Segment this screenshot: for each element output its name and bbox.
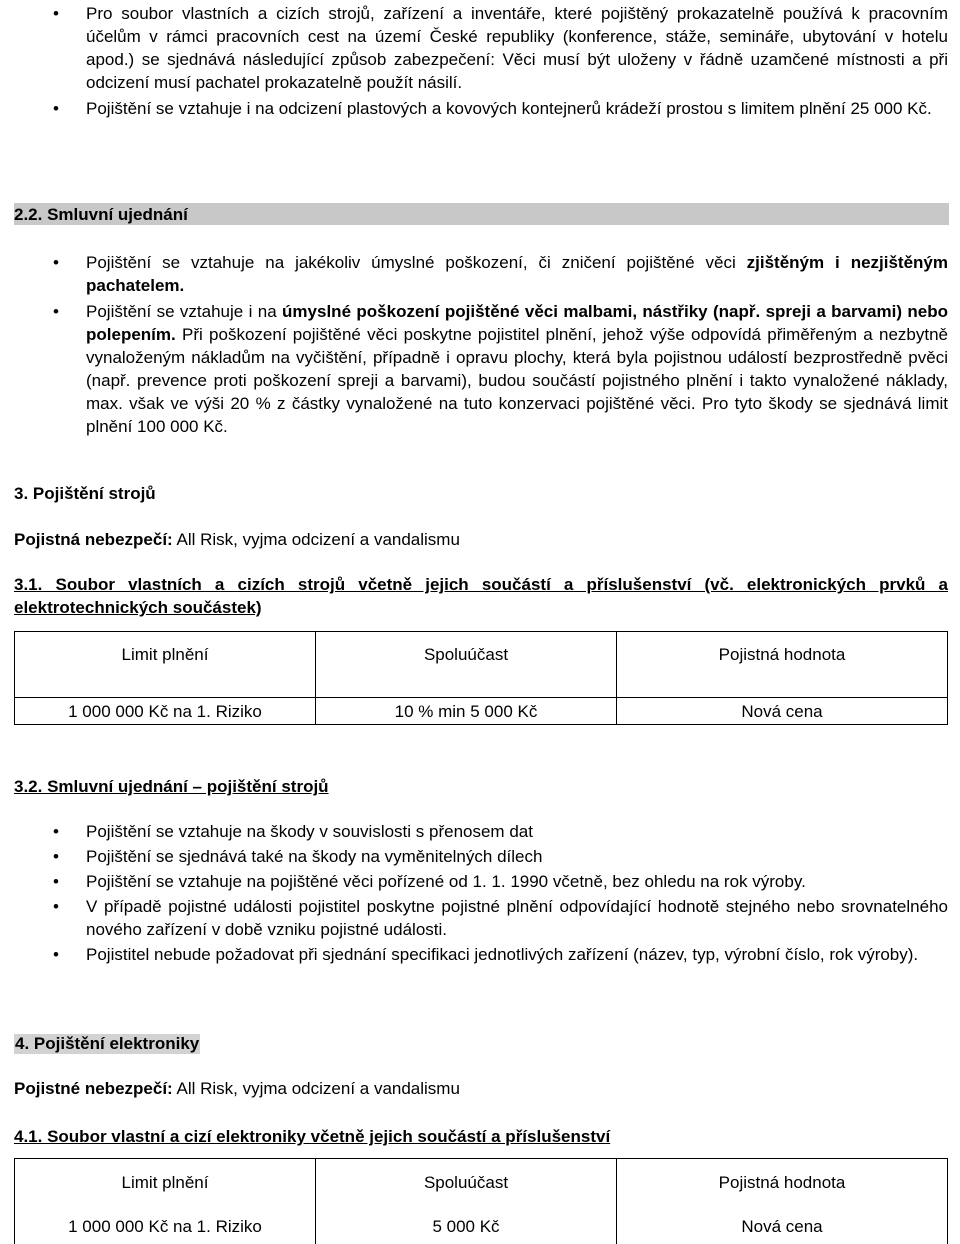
limits-table-4-1	[14, 1158, 948, 1244]
table-header-cell: Spoluúčast	[316, 1159, 617, 1205]
table-header-cell: Pojistná hodnota	[617, 1159, 948, 1205]
list-item: • V případě pojistné události pojistitel poskytne pojistné plnění odpovídající hodnotě stejného nebo srovnatelného nového zařízení v době vzniku pojistné události.	[51, 895, 948, 941]
section-2-2-list	[51, 251, 948, 438]
bullet-icon	[51, 943, 61, 966]
bullet-icon	[51, 845, 61, 868]
bullet-icon	[51, 300, 61, 323]
subsection-heading-4-1: 4.1. Soubor vlastní a cizí elektroniky včetně jejich součástí a příslušenství	[14, 1127, 611, 1146]
bullet-icon	[51, 251, 61, 274]
section-heading-2-2: 2.2. Smluvní ujednání	[14, 203, 949, 225]
top-bullet-list	[51, 2, 948, 120]
table-header-cell: Limit plnění	[15, 632, 316, 698]
table-cell: Nová cena	[617, 1205, 948, 1244]
bullet-icon	[51, 2, 61, 25]
table-row	[15, 1205, 948, 1244]
section-3-2-list	[51, 820, 948, 966]
table-header-row	[15, 632, 948, 698]
table-cell: Nová cena	[617, 698, 948, 725]
section-heading-3: 3. Pojištění strojů	[14, 484, 156, 503]
bullet-icon	[51, 97, 61, 120]
table-header-row	[15, 1159, 948, 1205]
list-item: • Pojištění se sjednává také na škody na vyměnitelných dílech	[51, 845, 948, 868]
table-cell: 10 % min 5 000 Kč	[316, 698, 617, 725]
table-header-cell: Pojistná hodnota	[617, 632, 948, 698]
list-item: • Pojištění se vztahuje na pojištěné věci pořízené od 1. 1. 1990 včetně, bez ohledu na rok výroby.	[51, 870, 948, 893]
bullet-icon	[51, 870, 61, 893]
subsection-heading-3-2: 3.2. Smluvní ujednání – pojištění strojů	[14, 777, 329, 796]
list-item: • Pojistitel nebude požadovat při sjednání specifikaci jednotlivých zařízení (název, typ, výrobní číslo, rok výroby).	[51, 943, 948, 966]
risk-line-4: Pojistné nebezpečí: All Risk, vyjma odcizení a vandalismu	[14, 1079, 460, 1098]
list-item: • Pro soubor vlastních a cizích strojů, zařízení a inventáře, které pojištěný prokazatelně používá k pracovním účelům v rámci pracovních cest na území České republiky (konference, stáže, semináře, ubytování v hotelu apod.) se sjednává následující způsob zabezpečení: Věci musí být uloženy v řádně uzamčené místnosti a při odcizení musí pachatel prokazatelně použít násilí.	[51, 2, 948, 94]
table-header-cell: Spoluúčast	[316, 632, 617, 698]
list-item: • Pojištění se vztahuje i na odcizení plastových a kovových kontejnerů krádeží prostou s limitem plnění 25 000 Kč.	[51, 97, 948, 120]
table-cell: 5 000 Kč	[316, 1205, 617, 1244]
list-item: • Pojištění se vztahuje na jakékoliv úmyslné poškození, či zničení pojištěné věci zjištěným i nezjištěným pachatelem.	[51, 251, 948, 297]
section-heading-4: 4. Pojištění elektroniky	[15, 1034, 200, 1053]
table-header-cell: Limit plnění	[15, 1159, 316, 1205]
table-row	[15, 698, 948, 725]
limits-table-3-1	[14, 631, 948, 725]
subsection-heading-3-1: 3.1. Soubor vlastních a cizích strojů včetně jejich součástí a příslušenství (vč. elektronických prvků a elektrotechnických součástek)	[14, 575, 948, 617]
table-cell: 1 000 000 Kč na 1. Riziko	[15, 698, 316, 725]
list-item: • Pojištění se vztahuje na škody v souvislosti s přenosem dat	[51, 820, 948, 843]
risk-line-3: Pojistná nebezpečí: All Risk, vyjma odcizení a vandalismu	[14, 530, 460, 549]
table-cell: 1 000 000 Kč na 1. Riziko	[15, 1205, 316, 1244]
bullet-icon	[51, 895, 61, 918]
bullet-icon	[51, 820, 61, 843]
list-item: • Pojištění se vztahuje i na úmyslné poškození pojištěné věci malbami, nástřiky (např. spreji a barvami) nebo polepením. Při poškození pojištěné věci poskytne pojistitel plnění, jehož výše odpovídá přiměřeným a nezbytně vynaloženým nákladům na vyčištění, případně i opravu plochy, která byla pojistnou událostí bezprostředně pvěci (např. prevence proti poškození spreji a barvami), budou součástí pojistného plnění i takto vynaložené náklady, max. však ve výši 20 % z částky vynaložené na tuto konzervaci pojištěné věci. Pro tyto škody se sjednává limit plnění 100 000 Kč.	[51, 300, 948, 438]
